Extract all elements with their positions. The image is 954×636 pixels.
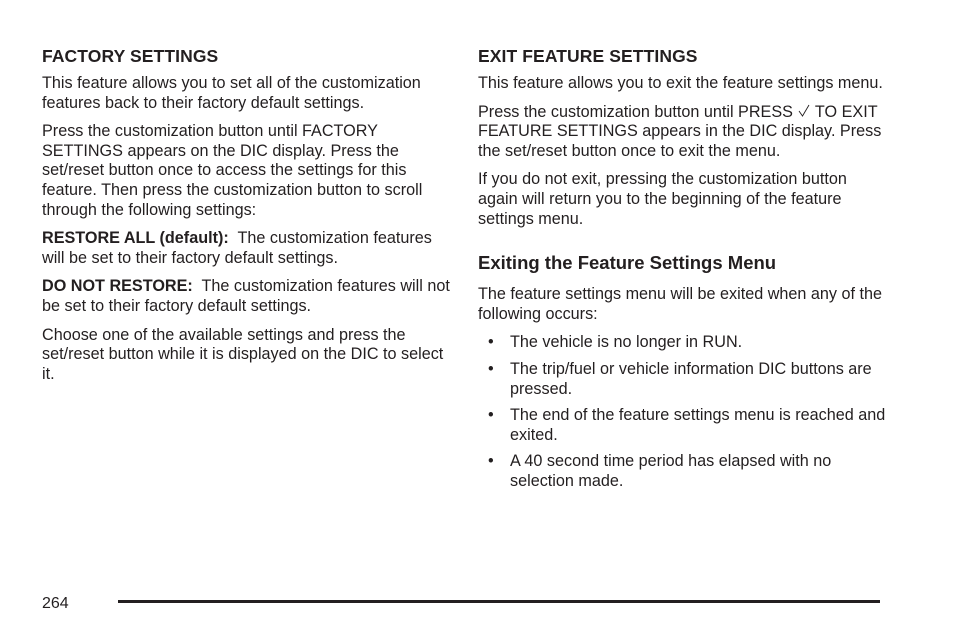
- bullet-glyph: •: [488, 406, 494, 425]
- restore-all-option: [42, 229, 452, 268]
- exit-instructions-after: TO EXIT FEATURE SETTINGS appears in the DIC display. Press the set/reset button once to exit the menu.: [478, 102, 882, 160]
- list-item: • The vehicle is no longer in RUN.: [488, 333, 743, 352]
- exiting-menu-subheading: Exiting the Feature Settings Menu: [478, 252, 777, 274]
- exit-feature-note: If you do not exit, pressing the customization button again will return you to the beginning of the feature settings menu.: [478, 170, 847, 228]
- left-column: [42, 45, 452, 393]
- footer-divider: [118, 600, 880, 603]
- bullet-glyph: •: [488, 333, 494, 352]
- factory-settings-intro: This feature allows you to set all of the customization features back to their factory default settings.: [42, 74, 421, 112]
- restore-all-label: RESTORE ALL (default):: [42, 229, 229, 248]
- restore-all-text: The customization features will be set to their factory default settings.: [42, 229, 432, 267]
- do-not-restore-option: [42, 277, 452, 316]
- do-not-restore-text: The customization features will not be set to their factory default settings.: [42, 277, 450, 315]
- list-item: • The end of the feature settings menu is reached and exited.: [488, 406, 886, 444]
- exit-feature-settings-heading: EXIT FEATURE SETTINGS: [478, 46, 698, 66]
- exiting-menu-intro: The feature settings menu will be exited when any of the following occurs:: [478, 285, 883, 323]
- exit-feature-instructions: [478, 103, 888, 162]
- exit-feature-intro: This feature allows you to exit the feature settings menu.: [478, 74, 883, 92]
- bullet-glyph: •: [488, 452, 494, 471]
- choose-setting-instructions: Choose one of the available settings and press the set/reset button while it is displayed on the DIC to select it.: [42, 325, 444, 383]
- do-not-restore-label: DO NOT RESTORE:: [42, 277, 193, 296]
- exit-conditions-list: [478, 333, 888, 491]
- bullet-glyph: •: [488, 359, 494, 378]
- list-item: • The trip/fuel or vehicle information DIC buttons are pressed.: [488, 359, 872, 398]
- list-item: • A 40 second time period has elapsed with no selection made.: [488, 452, 832, 490]
- check-mark-icon: [797, 104, 811, 118]
- factory-settings-instructions: Press the customization button until FACTORY SETTINGS appears on the DIC display. Press the set/reset button once to access the settings for this feature. Then press the customization button to scroll through the following settings:: [42, 122, 423, 219]
- right-column: [478, 45, 888, 499]
- factory-settings-heading: FACTORY SETTINGS: [42, 46, 219, 66]
- exit-instructions-before: Press the customization button until PRESS: [478, 102, 793, 121]
- page-number: 264: [42, 595, 69, 612]
